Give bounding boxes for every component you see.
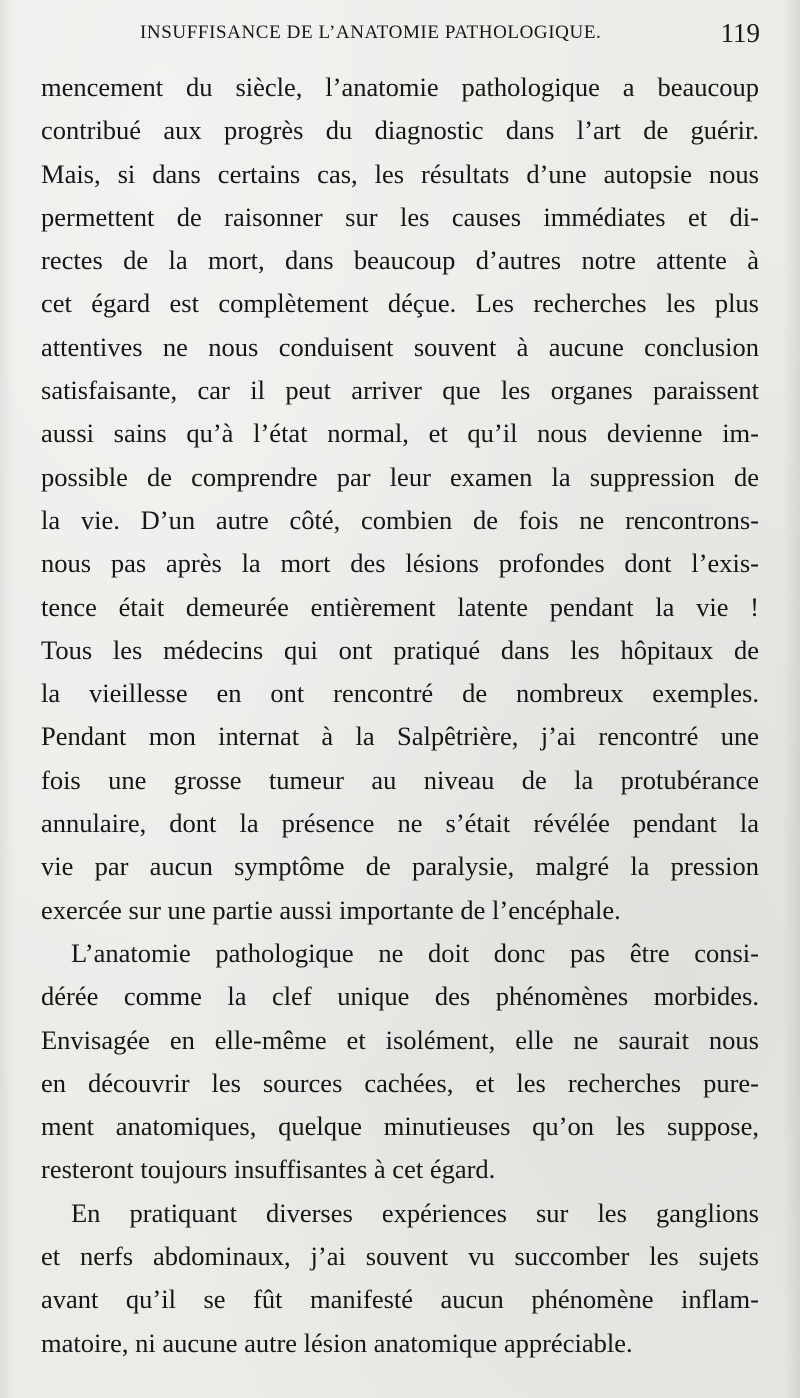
text-line: possible de comprendre par leur examen la suppression de: [41, 461, 759, 492]
text-line: aussi sains qu’à l’état normal, et qu’il nous devienne im-: [41, 418, 759, 449]
text-line: contribué aux progrès du diagnostic dans l’art de guérir.: [41, 115, 759, 146]
text-line: resteront toujours insuffisantes à cet égard.: [41, 1154, 496, 1185]
page-edge-shadow-right: [782, 0, 800, 1398]
text-line: dérée comme la clef unique des phénomènes morbides.: [41, 981, 759, 1012]
paragraph: [41, 66, 759, 932]
running-title: INSUFFISANCE DE L’ANATOMIE PATHOLOGIQUE.: [140, 22, 602, 43]
text-line: avant qu’il se fût manifesté aucun phénomène inflam-: [41, 1284, 759, 1315]
body-text: [41, 66, 759, 1365]
text-line: Envisagée en elle-même et isolément, elle ne saurait nous: [41, 1024, 759, 1055]
text-line: annulaire, dont la présence ne s’était révélée pendant la: [41, 808, 759, 839]
text-line: vie par aucun symptôme de paralysie, malgré la pression: [41, 851, 759, 882]
page-header: [140, 20, 760, 50]
paragraph: [41, 932, 759, 1192]
text-line: satisfaisante, car il peut arriver que les organes paraissent: [41, 375, 759, 406]
text-line: la vie. D’un autre côté, combien de fois ne rencontrons-: [41, 504, 759, 535]
text-line: en découvrir les sources cachées, et les recherches pure-: [41, 1067, 759, 1098]
text-line: attentives ne nous conduisent souvent à aucune conclusion: [41, 331, 759, 362]
text-line: tence était demeurée entièrement latente pendant la vie !: [41, 591, 759, 622]
text-line: rectes de la mort, dans beaucoup d’autres notre attente à: [41, 245, 759, 276]
text-line: Pendant mon internat à la Salpêtrière, j’ai rencontré une: [41, 721, 759, 752]
text-line: mencement du siècle, l’anatomie pathologique a beaucoup: [41, 72, 759, 102]
text-line: fois une grosse tumeur au niveau de la protubérance: [41, 764, 759, 795]
page-edge-shadow-left: [0, 0, 14, 1398]
text-line: nous pas après la mort des lésions profondes dont l’exis-: [41, 548, 759, 579]
text-line: cet égard est complètement déçue. Les recherches les plus: [41, 288, 759, 319]
text-line: et nerfs abdominaux, j’ai souvent vu succomber les sujets: [41, 1241, 759, 1272]
text-line: la vieillesse en ont rencontré de nombreux exemples.: [41, 678, 759, 709]
text-line: Tous les médecins qui ont pratiqué dans les hôpitaux de: [41, 634, 759, 665]
text-line: L’anatomie pathologique ne doit donc pas être consi-: [71, 937, 759, 968]
text-line: exercée sur une partie aussi importante de l’encéphale.: [41, 894, 621, 925]
text-line: ment anatomiques, quelque minutieuses qu’on les suppose,: [41, 1111, 759, 1142]
text-line: En pratiquant diverses expériences sur les ganglions: [71, 1197, 759, 1228]
text-line: Mais, si dans certains cas, les résultats d’une autopsie nous: [41, 158, 759, 189]
text-line: permettent de raisonner sur les causes immédiates et di-: [41, 201, 759, 232]
text-line: matoire, ni aucune autre lésion anatomique appréciable.: [41, 1327, 633, 1358]
paragraph: [41, 1192, 759, 1365]
page-number: 119: [720, 18, 760, 48]
